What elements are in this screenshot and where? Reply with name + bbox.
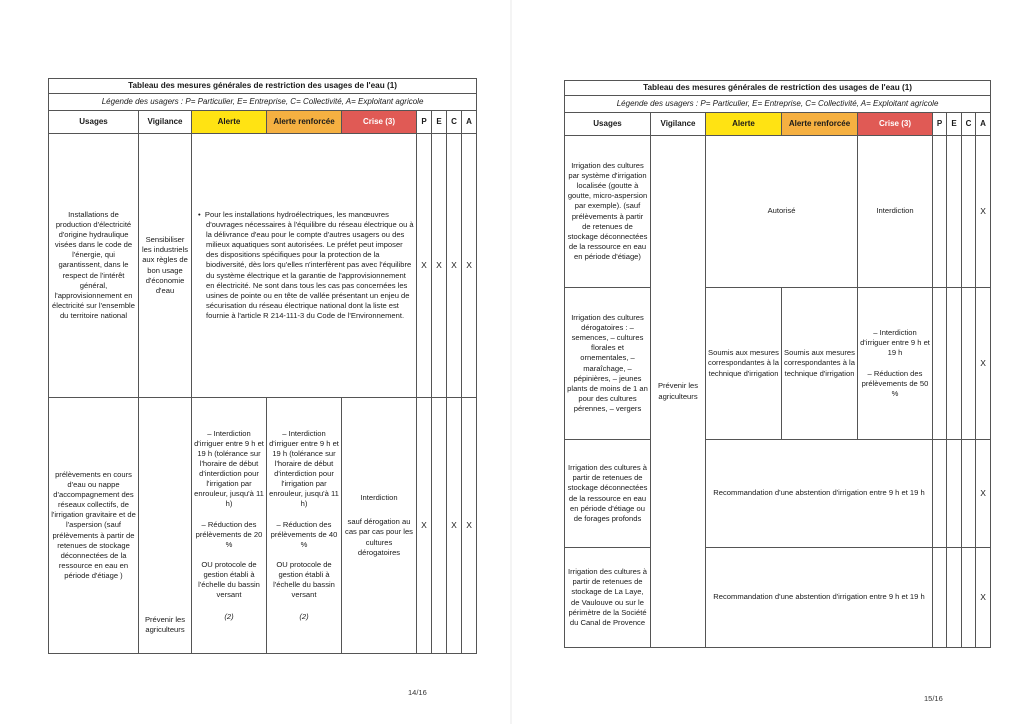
crise-irrigation-localisee: Interdiction	[858, 136, 933, 288]
usage-hydro: Installations de production d'électricité d'origine hydraulique visées dans le code de l'énergie, qui garantissent, dans le respect de l'intérêt général, l'approvisionnement en électricité sur l'ensemble du territoire national	[49, 134, 139, 398]
mark-a-r3: X	[976, 440, 991, 548]
alerte-note: (2)	[224, 612, 234, 622]
alerte-cultures-derogatoires: Soumis aux mesures correspondantes à la technique d'irrigation	[706, 288, 782, 440]
table-title: Tableau des mesures générales de restriction des usages de l'eau (1)	[49, 79, 477, 94]
bullet-mark: •	[198, 209, 201, 219]
measure-retenues-forages: Recommandation d'une abstention d'irrigation entre 9 h et 19 h	[706, 440, 933, 548]
mark-a-r4: X	[976, 548, 991, 648]
mark-e-r2	[947, 288, 962, 440]
usage-prelevements: prélèvements en cours d'eau ou nappe d'accompagnement des réseaux collectifs, de l'irrigation gravitaire et de l'aspersion (sauf prélèvements à partir de retenues de stockage déconnectées de la ressource en eau en période d'étiage )	[49, 398, 139, 654]
mark-a-prelevements: X	[462, 398, 477, 654]
renf-note: (2)	[299, 612, 309, 622]
header-e: E	[432, 111, 447, 134]
header-p: P	[417, 111, 432, 134]
mark-a-r2: X	[976, 288, 991, 440]
header-alerte: Alerte	[192, 111, 267, 134]
mark-e-r1	[947, 136, 962, 288]
page-number: 14/16	[408, 688, 427, 697]
usage-retenues-laye: Irrigation des cultures à partir de retenues de stockage de La Laye, de Vaulouve ou sur le périmètre de la Société du Canal de Provence	[565, 548, 651, 648]
mark-c-hydro: X	[447, 134, 462, 398]
renf-prelevements	[267, 398, 342, 654]
mark-a-hydro: X	[462, 134, 477, 398]
mark-e-hydro: X	[432, 134, 447, 398]
usage-retenues-forages: Irrigation des cultures à partir de retenues de stockage déconnectées de la ressource en eau en période d'étiage ou de forages profonds	[565, 440, 651, 548]
measures-hydro	[192, 134, 417, 398]
table-row	[565, 136, 991, 288]
table-legend: Légende des usagers : P= Particulier, E= Entreprise, C= Collectivité, A= Exploitant agricole	[565, 96, 991, 113]
restriction-table-right	[564, 80, 991, 648]
mark-p-r3	[933, 440, 947, 548]
header-c: C	[962, 113, 976, 136]
header-a: A	[462, 111, 477, 134]
header-a: A	[976, 113, 991, 136]
header-usages: Usages	[49, 111, 139, 134]
crise-prelevements	[342, 398, 417, 654]
mark-p-r1	[933, 136, 947, 288]
crise-r2-p2: – Réduction des prélèvements de 50 %	[861, 368, 929, 398]
alerte-p3: OU protocole de gestion établi à l'échelle du bassin versant	[198, 559, 260, 600]
vigilance-irrigation: Prévenir les agriculteurs	[651, 136, 706, 648]
header-alerte-renforcee: Alerte renforcée	[267, 111, 342, 134]
table-row	[49, 134, 477, 398]
renf-p1: – Interdiction d'irriguer entre 9 h et 19 h (tolérance sur l'horaire de début d'interdiction pour l'irrigation par enrouleur, jusqu'à 11 h)	[269, 428, 339, 509]
table-row	[565, 288, 991, 440]
usage-cultures-derogatoires: Irrigation des cultures dérogatoires : – semences, – cultures florales et ornementales, – maraîchage, – pépinières, – jeunes plants de moins de 1 an pour des cultures pérennes, – vergers	[565, 288, 651, 440]
header-alerte-renforcee: Alerte renforcée	[782, 113, 858, 136]
header-usages: Usages	[565, 113, 651, 136]
mark-e-r3	[947, 440, 962, 548]
crise-r2-p1: – Interdiction d'irriguer entre 9 h et 19 h	[860, 328, 930, 358]
mark-c-r1	[962, 136, 976, 288]
page-number: 15/16	[924, 694, 943, 703]
vigilance-prelevements: Prévenir les agriculteurs	[139, 398, 192, 654]
page-14	[0, 0, 510, 724]
header-c: C	[447, 111, 462, 134]
header-p: P	[933, 113, 947, 136]
crise-p1: Interdiction	[360, 493, 398, 503]
alerte-p2: – Réduction des prélèvements de 20 %	[195, 519, 263, 549]
alerte-p1: – Interdiction d'irriguer entre 9 h et 19 h (tolérance sur l'horaire de début d'interdiction pour l'irrigation par enrouleur, jusqu'à 11 h)	[194, 428, 264, 509]
mark-c-r4	[962, 548, 976, 648]
usage-irrigation-localisee: Irrigation des cultures par système d'irrigation localisée (goutte à goutte, micro-aspersion par exemple). (sauf prélèvements à partir de retenues de stockage déconnectées de la ressource en eau en période d'étiage)	[565, 136, 651, 288]
table-row	[49, 398, 477, 654]
measure-retenues-laye: Recommandation d'une abstention d'irrigation entre 9 h et 19 h	[706, 548, 933, 648]
mark-e-r4	[947, 548, 962, 648]
mark-p-hydro: X	[417, 134, 432, 398]
table-row	[565, 548, 991, 648]
mark-c-r3	[962, 440, 976, 548]
crise-cultures-derogatoires	[858, 288, 933, 440]
mark-c-prelevements: X	[447, 398, 462, 654]
mark-c-r2	[962, 288, 976, 440]
restriction-table-left	[48, 78, 477, 654]
mark-p-r4	[933, 548, 947, 648]
table-legend: Légende des usagers : P= Particulier, E= Entreprise, C= Collectivité, A= Exploitant agricole	[49, 94, 477, 111]
mark-a-r1: X	[976, 136, 991, 288]
mark-p-prelevements: X	[417, 398, 432, 654]
mark-e-prelevements	[432, 398, 447, 654]
vigilance-hydro: Sensibiliser les industriels aux règles de bon usage d'économie d'eau	[139, 134, 192, 398]
table-row	[565, 440, 991, 548]
mark-p-r2	[933, 288, 947, 440]
table-title: Tableau des mesures générales de restriction des usages de l'eau (1)	[565, 81, 991, 96]
renf-p2: – Réduction des prélèvements de 40 %	[270, 519, 338, 549]
header-crise: Crise (3)	[858, 113, 933, 136]
header-crise: Crise (3)	[342, 111, 417, 134]
header-alerte: Alerte	[706, 113, 782, 136]
renf-cultures-derogatoires: Soumis aux mesures correspondantes à la technique d'irrigation	[782, 288, 858, 440]
header-vigilance: Vigilance	[139, 111, 192, 134]
header-e: E	[947, 113, 962, 136]
header-vigilance: Vigilance	[651, 113, 706, 136]
measures-hydro-text: Pour les installations hydroélectriques, les manœuvres d'ouvrages nécessaires à l'équilibre du réseau électrique ou à la délivrance d'eau pour le compte d'autres usagers ou des milieux aquatiques sont autorisées. Le préfet peut imposer des dispositions spécifiques pour la protection de la biodiversité, dès lors qu'elles n'interfèrent pas avec l'équilibre du système électrique et la garantie de l'approvisionnement en électricité. Ne sont dans tous les cas pas concernées les usines de pointe ou en tête de vallée présentant un enjeu de sécurisation du réseau électrique national dont la liste est fournie à l'article R 214-111-3 du Code de l'Environnement.	[204, 209, 414, 320]
alerte-prelevements	[192, 398, 267, 654]
renf-p3: OU protocole de gestion établi à l'échelle du bassin versant	[273, 559, 335, 600]
crise-p2: sauf dérogation au cas par cas pour les cultures dérogatoires	[345, 517, 413, 557]
page-15	[512, 0, 1024, 724]
alerte-renf-irrigation-localisee: Autorisé	[706, 136, 858, 288]
